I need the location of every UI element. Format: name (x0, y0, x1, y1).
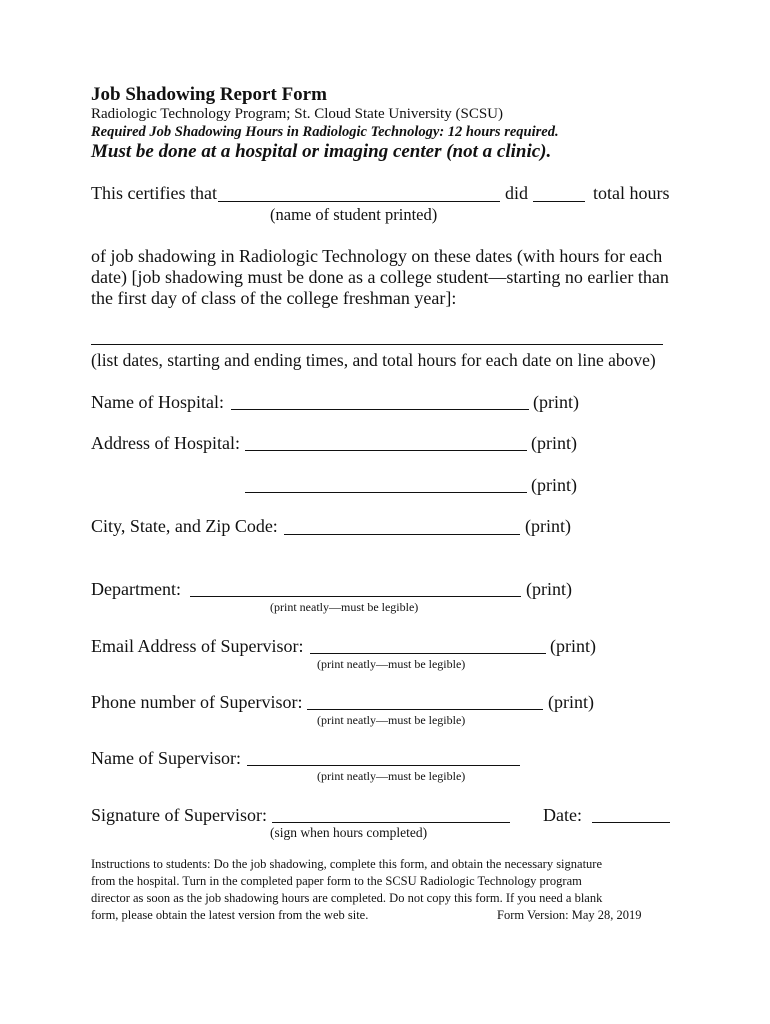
supervisor-phone-label: Phone number of Supervisor: (91, 692, 303, 712)
form-title: Job Shadowing Report Form (91, 84, 327, 105)
hospital-address-print-1: (print) (531, 433, 577, 453)
supervisor-name-caption: (print neatly—must be legible) (317, 769, 466, 783)
supervisor-phone-caption: (print neatly—must be legible) (317, 713, 466, 727)
supervisor-email-line[interactable] (310, 653, 546, 654)
supervisor-signature-label: Signature of Supervisor: (91, 805, 267, 825)
supervisor-name-line[interactable] (247, 765, 520, 766)
dates-paragraph-line-1: of job shadowing in Radiologic Technology on these dates (with hours for each (91, 246, 663, 266)
certify-did: did (505, 183, 529, 203)
supervisor-signature-line[interactable] (272, 822, 510, 823)
supervisor-email-label: Email Address of Supervisor: (91, 636, 304, 656)
form-version: Form Version: May 28, 2019 (497, 908, 642, 922)
student-name-caption: (name of student printed) (270, 205, 438, 224)
dates-caption: (list dates, starting and ending times, and total hours for each date on line above) (91, 350, 656, 370)
hospital-address-line-2[interactable] (245, 492, 527, 493)
hospital-address-line-1[interactable] (245, 450, 527, 451)
instructions-line-2: from the hospital. Turn in the completed paper form to the SCSU Radiologic Technology program (91, 874, 582, 888)
department-caption: (print neatly—must be legible) (270, 600, 419, 614)
supervisor-phone-print: (print) (548, 692, 594, 712)
dates-line[interactable] (91, 344, 663, 345)
department-line[interactable] (190, 596, 521, 597)
student-name-line[interactable] (218, 201, 500, 202)
hospital-requirement-line: Must be done at a hospital or imaging center (not a clinic). (91, 141, 552, 162)
city-state-zip-line[interactable] (284, 534, 520, 535)
instructions-line-3: director as soon as the job shadowing hours are completed. Do not copy this form. If you need a blank (91, 891, 603, 905)
required-hours-line: Required Job Shadowing Hours in Radiologic Technology: 12 hours required. (91, 124, 559, 140)
dates-paragraph-line-2: date) [job shadowing must be done as a college student—starting no earlier than (91, 267, 669, 287)
dates-paragraph-line-3: the first day of class of the college freshman year]: (91, 288, 457, 308)
instructions-line-1: Instructions to students: Do the job shadowing, complete this form, and obtain the necessary signature (91, 857, 603, 871)
city-state-zip-label: City, State, and Zip Code: (91, 516, 278, 536)
hospital-address-print-2: (print) (531, 475, 577, 495)
signature-caption: (sign when hours completed) (270, 825, 428, 840)
date-label: Date: (543, 805, 582, 825)
department-print: (print) (526, 579, 572, 599)
program-line: Radiologic Technology Program; St. Cloud State University (SCSU) (91, 106, 503, 122)
supervisor-phone-line[interactable] (307, 709, 543, 710)
supervisor-email-print: (print) (550, 636, 596, 656)
hospital-name-print: (print) (533, 392, 579, 412)
supervisor-name-label: Name of Supervisor: (91, 748, 241, 768)
hours-line[interactable] (533, 201, 585, 202)
city-state-zip-print: (print) (525, 516, 571, 536)
hospital-name-label: Name of Hospital: (91, 392, 224, 412)
supervisor-email-caption: (print neatly—must be legible) (317, 657, 466, 671)
certify-prefix: This certifies that (91, 183, 217, 203)
hospital-address-label: Address of Hospital: (91, 433, 240, 453)
instructions-line-4: form, please obtain the latest version from the web site. (91, 908, 369, 922)
department-label: Department: (91, 579, 181, 599)
certify-total-hours: total hours (593, 183, 670, 203)
hospital-name-line[interactable] (231, 409, 529, 410)
date-line[interactable] (592, 822, 670, 823)
